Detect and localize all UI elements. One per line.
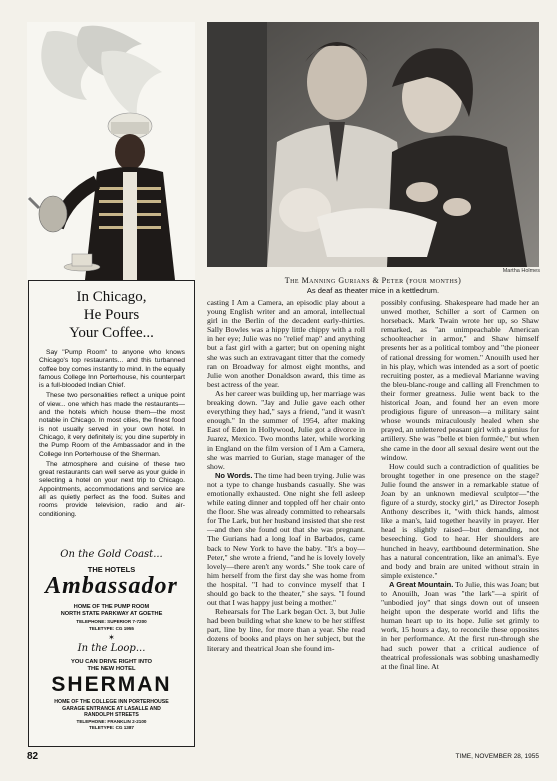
- sherman-details: [29, 699, 194, 732]
- ambassador-line: TELEPHONE: SUPERIOR 7-7200: [76, 619, 147, 624]
- sherman-line: RANDOLPH STREETS: [84, 712, 139, 719]
- photo-credit: Martha Holmes: [502, 268, 540, 274]
- drive-line: THE NEW HOTEL: [87, 666, 136, 672]
- gold-coast-tagline: On the Gold Coast...: [60, 549, 163, 560]
- article-paragraph: possibly confusing. Shakespeare had made her an unwed mother, Schiller a sort of Carmen on horseback. Mark Twain wrote her up, so Shaw remarked, as "an unimpeachable American schoolteacher in armor," and Shaw himself presents her as a political tomboy and "the pioneer of rational dressing for women." Anouilh used her in his play, which was intended as a sort of poetic recruiting poster, as a medieval Marianne waving the bleu-blanc-rouge and calling all Frenchmen to their former greatness. Julie went back to the historical Joan, and found her an even more prodigious figure of unreason—a military saint whose wounds miraculously healed when she prayed, an unlettered peasant girl with a genius for artillery. She was "belle et bien formée," but when she came in the door all sexual desire went out the window.: [381, 298, 539, 462]
- gurian-family-photo: [207, 22, 539, 267]
- photo-caption-subtitle: As deaf as theater mice in a kettledrum.: [306, 286, 440, 295]
- ad-illustration-coffee-boy: [27, 22, 195, 280]
- article-paragraph: No Words. The time had been trying. Julie was not a type to change husbands casually. She was emotionally exhausted. One night she fell asleep while eating dinner and toppled off her chair onto the floor. She was already committed to rehearsals for The Lark, but her husband insisted that she rest—and then she found out that she was pregnant. The Gurians had a long loaf in Barbados, came back to New York to have the baby. "It's a boy—Peter," she wrote a friend, "and he is lovely lovely lovely—there aren't any words." She took care of him herself from the first day she was home from the hospital. "I had to convince myself that I should go back to the theater," she says. "I found out that I was happy just being a mother.": [207, 470, 365, 608]
- drive-in-text: [29, 659, 194, 673]
- ad-paragraph: These two personalities reflect a unique point of view... one which has made the restaurants—and the hotels which house them—the most notable in Chicago. In most cities, the finest food is not usually served in your own hotel. In Chicago, it very definitely is; you dine superbly in the Pump Room of the Ambassador and in the College Inn Porterhouse of the Sherman.: [39, 392, 185, 458]
- article-column-1: [207, 298, 365, 653]
- coffee-boy-illustration: [27, 22, 195, 280]
- article-paragraph: A Great Mountain. To Julie, this was Joan; but to Anouilh, Joan was "the lark"—a spirit of "unbodied joy" that sings down out of unseen height upon the desperate world and lifts the human heart up to its hope. Julie set grimly to work, 15 hours a day, to reconcile these opposites in her performance. At the first run-through she had such power that a critical audience of theatrical professionals was sobbing unashamedly at the final line. At: [381, 579, 540, 671]
- ad-headline-1: In Chicago,: [76, 289, 147, 305]
- ad-headline-3: Your Coffee...: [69, 325, 154, 341]
- ambassador-line: HOME OF THE PUMP ROOM: [73, 604, 150, 610]
- ambassador-details: [29, 604, 194, 632]
- sherman-logo: SHERMAN: [51, 673, 172, 696]
- article-paragraph: How could such a contradiction of qualities be brought together in one presence on the stage? Julie found the answer in a remarkable statue of Joan by an unknown medieval sculptor—"the figure of a sturdy, stocky girl," as Director Joseph Anthony describes it, "with thick hands, almost like a man's, laid together heavily in prayer. Her head is slightly raised—but demanding, not beseeching. God to hear. Her shoulders are hunched in heavy, earthbound determination. She has a natural concentration, like an animal's. Eye and body and brain are united without strain in simple existence.": [381, 461, 539, 580]
- article-paragraph: Rehearsals for The Lark began Oct. 3, but Julie had been building what she knew to be her stiffest part, line by line, for more than a year. She read dozens of books and plays on her subject, but the literary and theatrical Joan she found im-: [207, 607, 365, 653]
- ad-headline-2: He Pours: [83, 307, 140, 323]
- ambassador-line: TELETYPE: CG 1955: [89, 626, 134, 631]
- ad-paragraph: Say "Pump Room" to anyone who knows Chicago's top restaurants... and this turbanned coffee boy comes instantly to mind. In the equally famous College Inn Porterhouse, his counterpart is a full-blooded Indian Chief.: [39, 349, 185, 390]
- ad-paragraph: The atmosphere and cuisine of these two great restaurants can well serve as your guide in selecting a hotel on your next trip to Chicago. Appointments, accommodations and service are all as quietly perfect as the food. Suites and rooms provide television, radio and air-conditioning.: [39, 460, 185, 518]
- article-paragraph: casting I Am a Camera, an episodic play about a young English writer and an amoral, intellectual girl in the Berlin of the decadent early-thirties. Sally Bowles was a hippy little chippy with a roll in her eye; Julie was no "relief map" and anything but a fast girl with a garter; but on opening night she was such an extravagant titter that the comedy ran on Broadway for almost eight months, and Julie won another Donaldson award, this time as best actress of the year.: [207, 298, 365, 389]
- family-photograph: [207, 22, 539, 267]
- in-the-loop-tagline: In the Loop...: [77, 643, 146, 654]
- photo-caption-title: The Manning Gurians & Peter (four months): [284, 276, 462, 285]
- article-paragraph: As her career was building up, her marriage was breaking down. "Jay and Julie gave each other everything they had," says a friend, "and it wasn't enough." In the summer of 1954, after making East of Eden in Hollywood, Julie got a divorce in Juarez, Mexico. Two months later, while working in England on the film version of I Am a Camera, she was married to Gurian, stage manager of the show.: [207, 388, 365, 471]
- ambassador-logo: Ambassador: [45, 573, 178, 599]
- star-icon: ✶: [108, 633, 115, 642]
- issue-line: TIME, NOVEMBER 28, 1955: [455, 753, 539, 760]
- page-number: 82: [27, 751, 39, 762]
- sherman-line: TELETYPE: CG 1387: [89, 725, 134, 731]
- the-hotels-label: THE HOTELS: [87, 565, 136, 574]
- article-column-2: [381, 298, 539, 671]
- article-subhead: A Great Mountain.: [389, 579, 454, 589]
- hotel-advertisement: [28, 280, 195, 747]
- sherman-line: GARAGE ENTRANCE AT LASALLE AND: [62, 705, 161, 712]
- drive-line: YOU CAN DRIVE RIGHT INTO: [70, 659, 153, 665]
- ad-body-copy: [39, 349, 185, 521]
- article-subhead: No Words.: [215, 470, 253, 480]
- sherman-line: HOME OF THE COLLEGE INN PORTERHOUSE: [54, 699, 169, 705]
- ambassador-line: NORTH STATE PARKWAY AT GOETHE: [60, 611, 163, 617]
- sherman-line: TELEPHONE: FRANKLIN 2-2100: [76, 718, 147, 724]
